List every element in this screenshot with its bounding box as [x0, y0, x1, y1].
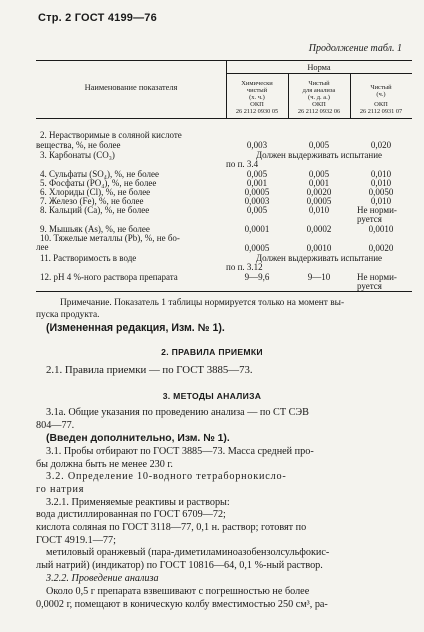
value-grade3-cont: руется: [357, 281, 382, 291]
value-grade2: 0,0020: [306, 187, 332, 197]
row-label: 7. Железо (Fe), %, не более: [40, 196, 144, 206]
row-span-value: по п. 3.4: [226, 159, 259, 169]
row-label: 2. Нерастворимые в соляной кислоте: [40, 130, 182, 140]
grade-abbrev: (ч.): [376, 91, 386, 98]
table-continuation-label: Продолжение табл. 1: [308, 43, 402, 54]
grade-name: для анализа: [302, 87, 336, 94]
row-label: 8. Кальций (Ca), %, не более: [40, 205, 150, 215]
row-label: 11. Растворимость в воде: [40, 253, 137, 263]
row-label: 3. Карбонаты (CO₃): [40, 150, 115, 160]
value-grade3: Не норми-: [357, 205, 397, 215]
value-grade2: 0,005: [308, 140, 330, 150]
column-header-norm: Норма: [307, 63, 331, 72]
value-grade1: 0,005: [246, 205, 268, 215]
section-heading: 2. ПРАВИЛА ПРИЕМКИ: [161, 347, 263, 357]
paragraph: 3.2. Определение 10-водного тетраборнокисло-: [46, 471, 287, 482]
value-grade1: 0,003: [246, 140, 268, 150]
paragraph: ГОСТ 4919.1—77;: [36, 535, 116, 546]
paragraph: 3.2.1. Применяемые реактивы и растворы:: [46, 497, 230, 508]
value-grade1: 0,0001: [244, 224, 270, 234]
table-bottom-rule: [36, 291, 412, 292]
value-grade2: 0,0005: [306, 196, 332, 206]
row-label: веществa, %, не более: [36, 140, 121, 150]
paragraph: лый натрий) (индикатор) по ГОСТ 10816—64, 0,1 %-ный раствор.: [36, 560, 323, 571]
row-span-value: Должен выдерживать испытание: [255, 150, 383, 160]
paragraph: го натрия: [36, 484, 85, 495]
paragraph: 2.1. Правила приемки — по ГОСТ 3885—73.: [46, 364, 253, 376]
table-header-bottom-rule: [36, 118, 412, 119]
value-grade2: 0,001: [308, 178, 330, 188]
row-label: 9. Мышьяк (As), %, не более: [40, 224, 150, 234]
paragraph: 3.1. Пробы отбирают по ГОСТ 3885—73. Масса средней про-: [46, 446, 314, 457]
paragraph: бы должна быть не менее 230 г.: [36, 459, 173, 470]
value-grade2: 0,0002: [306, 224, 332, 234]
paragraph: 3.2.2. Проведение анализа: [46, 573, 159, 584]
okp-code: 26 2112 0932 06: [297, 108, 341, 115]
row-label: 10. Тяжелые металлы (Pb), %, не бо-: [40, 233, 180, 243]
table-note: пуска продукта.: [36, 310, 100, 320]
paragraph: 0,0002 г, помещают в коническую колбу вместимостью 250 см³, ра-: [36, 599, 328, 610]
value-grade1: 0,0003: [244, 196, 270, 206]
table-note: Примечание. Показатель 1 таблицы нормируется только на момент вы-: [60, 298, 345, 308]
grade-name: Чистый: [308, 80, 330, 87]
value-grade3: 0,020: [370, 140, 392, 150]
okp-code: 26 2112 0930 05: [235, 108, 279, 115]
paragraph: кислота соляная по ГОСТ 3118—77, 0,1 н. раствор; готовят по: [36, 522, 307, 533]
paragraph: 3.1a. Общие указания по проведению анализа — по СТ СЭВ: [46, 407, 309, 418]
value-grade3: 0,0010: [368, 224, 394, 234]
row-label: 4. Сульфаты (SO₄), %, не более: [40, 169, 159, 179]
grade-name: Чистый: [370, 84, 392, 91]
grade-name: Химически: [241, 80, 273, 87]
row-label: 6. Хлориды (Cl), %, не более: [40, 187, 151, 197]
value-grade3: 0,010: [370, 169, 392, 179]
row-span-value: Должен выдерживать испытание: [255, 253, 383, 263]
value-grade3: 0,010: [370, 196, 392, 206]
paragraph: 804—77.: [36, 420, 75, 431]
value-grade2: 0,0010: [306, 243, 332, 253]
page-header: Стр. 2 ГОСТ 4199—76: [38, 12, 157, 24]
value-grade1: 0,0005: [244, 187, 270, 197]
amendment-note: (Введен дополнительно, Изм. № 1).: [46, 433, 230, 444]
grade-abbrev: (ч. д. а.): [308, 94, 330, 101]
value-grade3-cont: руется: [357, 214, 382, 224]
value-grade3: Не норми-: [357, 272, 397, 282]
row-span-value: по п. 3.12: [226, 262, 263, 272]
value-grade1: 0,001: [246, 178, 268, 188]
value-grade3: 0,0050: [368, 187, 394, 197]
paragraph: Около 0,5 г препарата взвешивают с погрешностью не более: [46, 586, 310, 597]
value-grade3: 0,0020: [368, 243, 394, 253]
value-grade2: 9—10: [307, 272, 331, 282]
column-header-indicator: Наименование показателя: [84, 83, 178, 92]
section-heading: 3. МЕТОДЫ АНАЛИЗА: [162, 391, 262, 401]
table-top-rule: [36, 60, 412, 61]
row-label: лее: [36, 242, 49, 252]
okp-code: 26 2112 0931 07: [359, 108, 403, 115]
value-grade1: 0,005: [246, 169, 268, 179]
value-grade2: 0,005: [308, 169, 330, 179]
okp-label: ОКП: [250, 101, 264, 108]
row-label: 5. Фосфаты (PO₄), %, не более: [40, 178, 157, 188]
value-grade3: 0,010: [370, 178, 392, 188]
value-grade1: 0,0005: [244, 243, 270, 253]
row-label: 12. pH 4 %-ного раствора препарата: [40, 272, 178, 282]
grade-abbrev: (х. ч.): [249, 94, 265, 101]
norm-header-rule: [226, 73, 412, 74]
paragraph: метиловый оранжевый (пара-диметиламиноазобензолсульфокис-: [46, 547, 330, 558]
paragraph: вода дистиллированная по ГОСТ 6709—72;: [36, 509, 226, 520]
grade-name: чистый: [246, 87, 268, 94]
okp-label: ОКП: [374, 101, 388, 108]
value-grade2: 0,010: [308, 205, 330, 215]
value-grade1: 9—9,6: [244, 272, 270, 282]
amendment-note: (Измененная редакция, Изм. № 1).: [46, 322, 225, 334]
okp-label: ОКП: [312, 101, 326, 108]
